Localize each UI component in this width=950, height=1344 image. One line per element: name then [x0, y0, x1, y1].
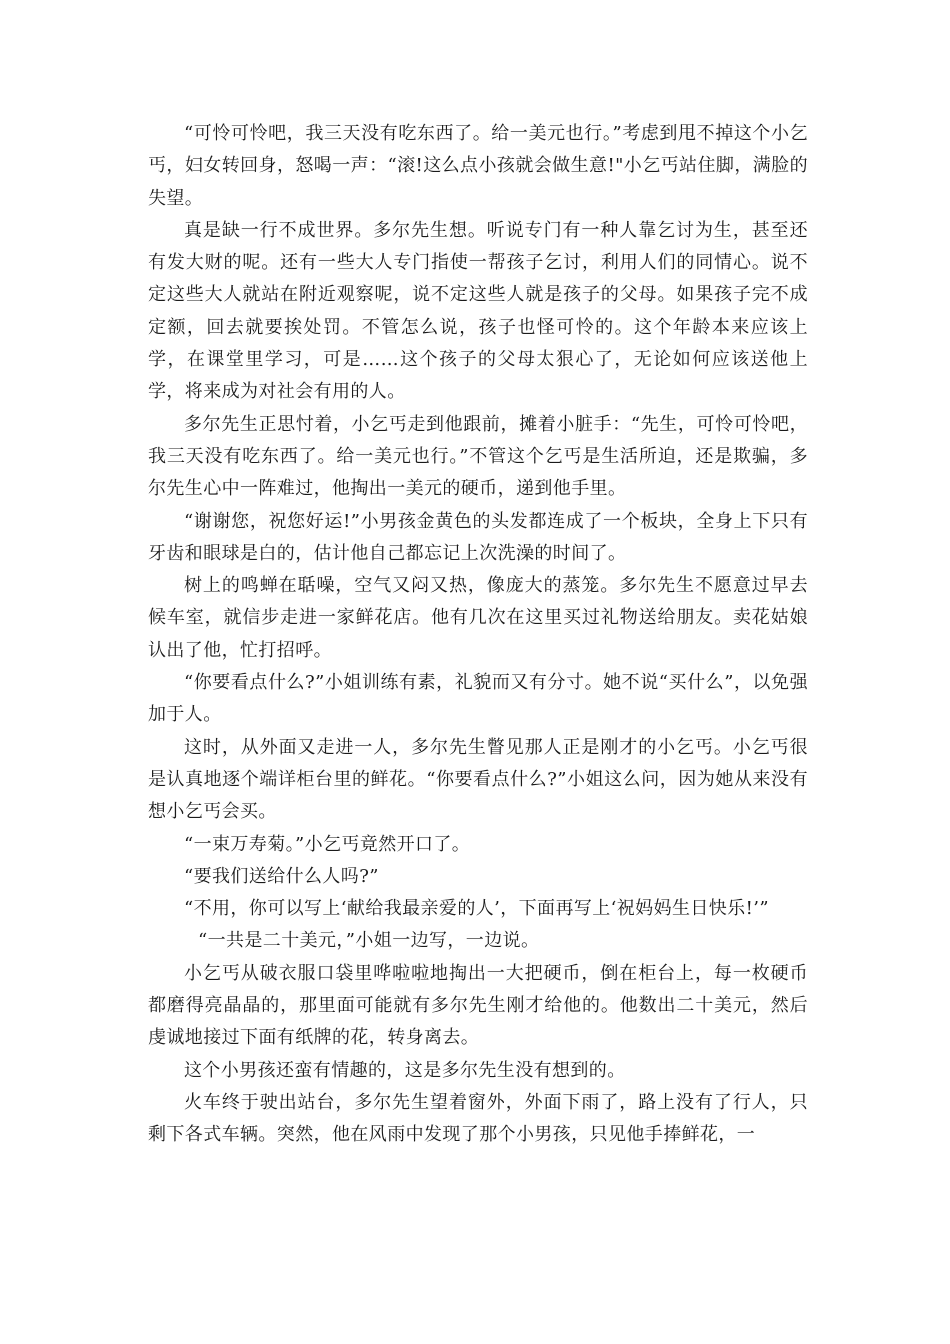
paragraph: 这个小男孩还蛮有情趣的，这是多尔先生没有想到的。	[184, 1059, 626, 1081]
paragraph: “不用，你可以写上‘献给我最亲爱的人’，下面再写上‘祝妈妈生日快乐!’”	[184, 898, 769, 920]
paragraph: “你要看点什么?”小姐训练有素，礼貌而又有分寸。她不说“买什么”，以免强加于人。	[148, 672, 808, 726]
paragraph: 小乞丐从破衣服口袋里哗啦啦地掏出一大把硬币，倒在柜台上，每一枚硬币都磨得亮晶晶的，那里面可能就有多尔先生刚才给他的。他数出二十美元，然后虔诚地接过下面有纸牌的花，转身离去。	[148, 962, 808, 1049]
paragraph: “谢谢您，祝您好运!”小男孩金黄色的头发都连成了一个板块，全身上下只有牙齿和眼球是白的，估计他自己都忘记上次洗澡的时间了。	[148, 510, 808, 564]
paragraph: 这时，从外面又走进一人，多尔先生瞥见那人正是刚才的小乞丐。小乞丐很是认真地逐个端详柜台里的鲜花。“你要看点什么?”小姐这么问，因为她从来没有想小乞丐会买。	[148, 736, 808, 823]
story-text	[148, 118, 808, 1152]
paragraph: 真是缺一行不成世界。多尔先生想。听说专门有一种人靠乞讨为生，甚至还有发大财的呢。还有一些大人专门指使一帮孩子乞讨，利用人们的同情心。说不定这些大人就站在附近观察呢，说不定这些人就是孩子的父母。如果孩子完不成定额，回去就要挨处罚。不管怎么说，孩子也怪可怜的。这个年龄本来应该上学，在课堂里学习，可是……这个孩子的父母太狠心了，无论如何应该送他上学，将来成为对社会有用的人。	[148, 219, 808, 403]
paragraph: 火车终于驶出站台，多尔先生望着窗外，外面下雨了，路上没有了行人，只剩下各式车辆。突然，他在风雨中发现了那个小男孩，只见他手捧鲜花，一	[148, 1091, 808, 1146]
paragraph: “要我们送给什么人吗?”	[184, 865, 379, 887]
paragraph: 多尔先生正思忖着，小乞丐走到他跟前，摊着小脏手：“先生，可怜可怜吧，我三天没有吃东西了。给一美元也行。”不管这个乞丐是生活所迫，还是欺骗，多尔先生心中一阵难过，他掏出一美元的硬币，递到他手里。	[148, 413, 808, 500]
paragraph: 树上的鸣蝉在聒噪，空气又闷又热，像庞大的蒸笼。多尔先生不愿意过早去候车室，就信步走进一家鲜花店。他有几次在这里买过礼物送给朋友。卖花姑娘认出了他，忙打招呼。	[148, 575, 808, 661]
paragraph: “一束万寿菊。”小乞丐竟然开口了。	[184, 833, 471, 855]
paragraph: “可怜可怜吧，我三天没有吃东西了。给一美元也行。”考虑到甩不掉这个小乞丐，妇女转回身，怒喝一声：“滚!这么点小孩就会做生意!"小乞丐站住脚，满脸的失望。	[148, 123, 808, 209]
paragraph: “一共是二十美元，”小姐一边写，一边说。	[198, 930, 540, 952]
